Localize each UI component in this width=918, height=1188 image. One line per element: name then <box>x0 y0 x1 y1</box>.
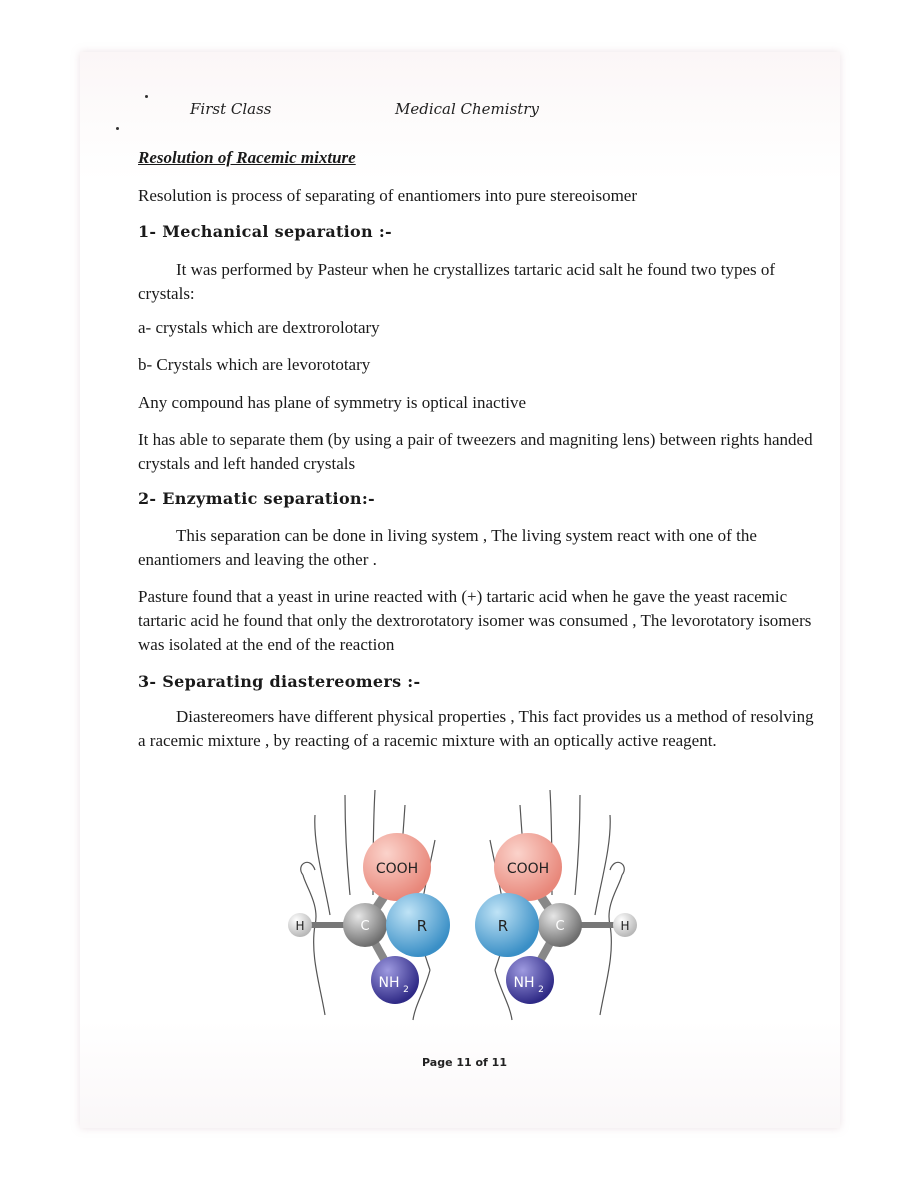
left-molecule <box>288 833 450 1004</box>
scan-speck <box>116 127 119 130</box>
intro-paragraph: Resolution is process of separating of enantiomers into pure stereoisomer <box>138 186 638 205</box>
section1-heading: 1- Mechanical separation :- <box>138 222 392 241</box>
list-item-a: a- crystals which are dextrorolotary <box>138 318 380 337</box>
header-subject: Medical Chemistry <box>395 100 539 118</box>
symmetry-paragraph: Any compound has plane of symmetry is optical inactive <box>138 393 527 412</box>
page-number: Page 11 of 11 <box>422 1056 507 1069</box>
chiral-hands-svg <box>285 785 640 1025</box>
section2-heading: 2- Enzymatic separation:- <box>138 489 375 508</box>
right-nh-subscript: 2 <box>538 985 544 995</box>
header-class: First Class <box>190 100 272 118</box>
section3-paragraph: Diastereomers have different physical properties , This fact provides us a method of resolving a racemic mixture , by reacting of a racemic mixture with an optically active reagent. <box>138 707 814 750</box>
right-c-label: C <box>555 919 565 934</box>
left-h-label: H <box>295 919 305 933</box>
left-nh-label: NH <box>378 975 400 991</box>
left-r-label: R <box>416 917 428 935</box>
section1-paragraph: It was performed by Pasteur when he crystallizes tartaric acid salt he found two types of crystals: <box>138 260 776 303</box>
page-title: Resolution of Racemic mixture <box>138 148 356 167</box>
right-molecule <box>475 833 637 1004</box>
pasteur-paragraph: Pasture found that a yeast in urine reacted with (+) tartaric acid when he gave the yeast racemic tartaric acid he found that only the dextrorotatory isomer was consumed , The levorotatory isomers was isolated at the end of the reaction <box>138 587 812 654</box>
left-cooh-label: COOH <box>375 861 419 877</box>
tweezers-paragraph: It has able to separate them (by using a pair of tweezers and magniting lens) between rights handed crystals and left handed crystals <box>138 430 813 473</box>
left-c-label: C <box>360 919 370 934</box>
right-r-label: R <box>497 917 509 935</box>
section2-paragraph: This separation can be done in living system , The living system react with one of the enantiomers and leaving the other . <box>138 526 757 569</box>
chiral-hands-figure <box>285 785 640 1025</box>
right-cooh-label: COOH <box>506 861 550 877</box>
scan-speck <box>145 95 148 98</box>
right-nh-label: NH <box>513 975 535 991</box>
list-item-b: b- Crystals which are levorototary <box>138 355 371 374</box>
right-h-label: H <box>620 919 630 933</box>
left-nh-subscript: 2 <box>403 985 409 995</box>
section3-heading: 3- Separating diastereomers :- <box>138 672 421 691</box>
